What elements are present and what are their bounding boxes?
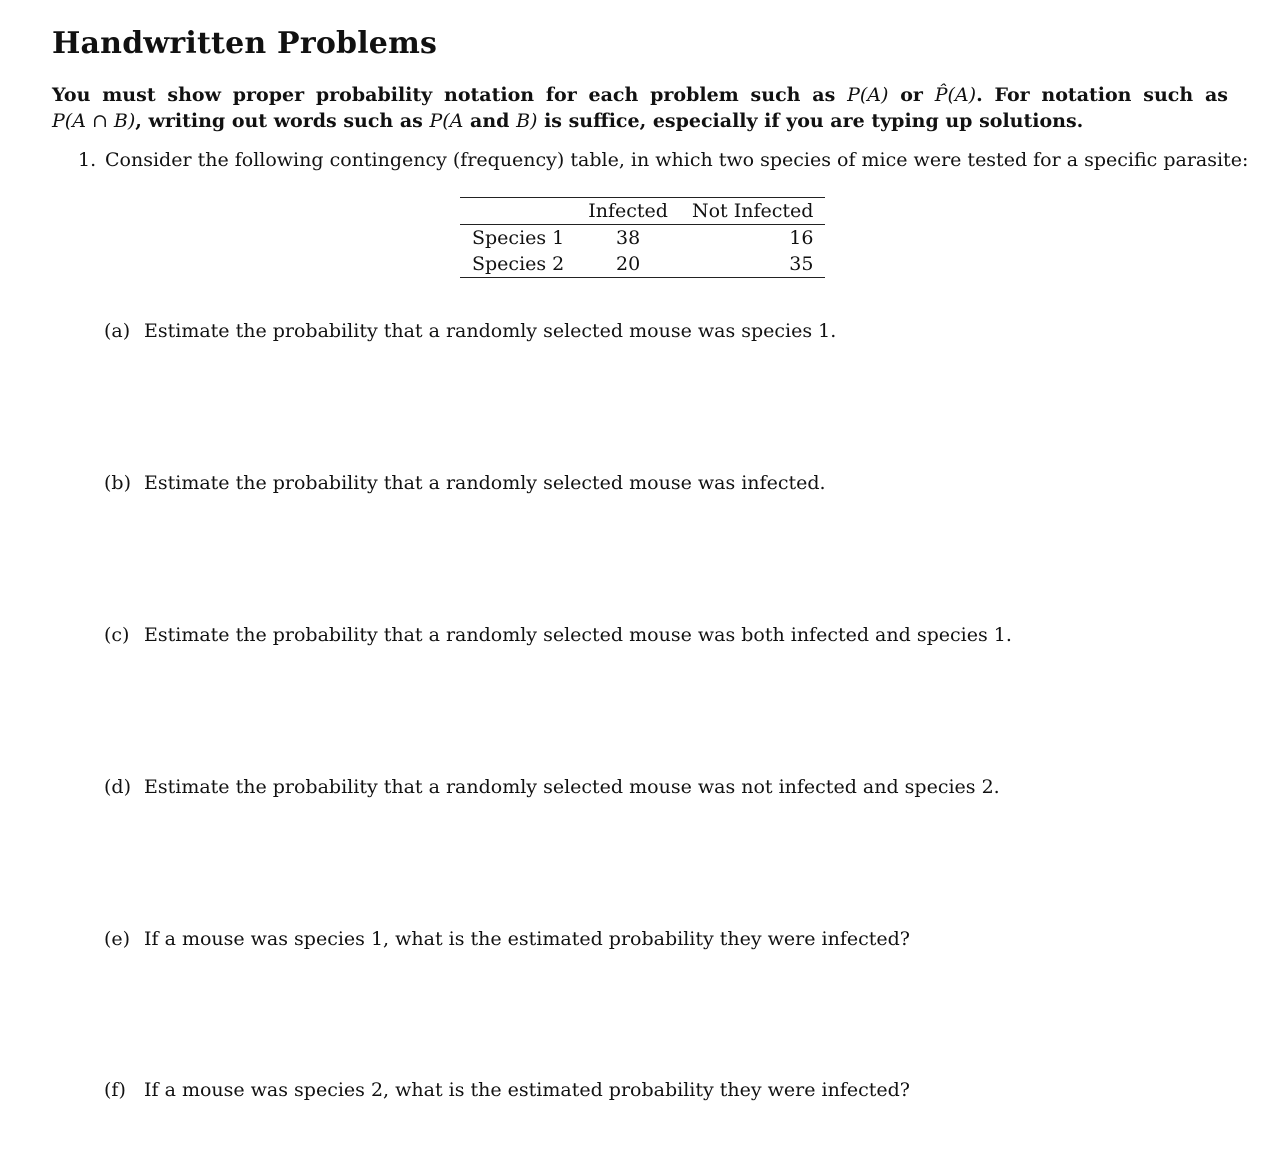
table-row bbox=[460, 225, 825, 252]
notation-p-a: P(A) bbox=[847, 84, 889, 106]
table-header-cell bbox=[460, 198, 576, 225]
instructions-text: is suffice, especially if you are typing up solutions. bbox=[544, 110, 1084, 132]
table-cell: 35 bbox=[789, 253, 814, 275]
instructions-text: . For notation such as bbox=[976, 84, 1228, 106]
subquestion-text: If a mouse was species 1, what is the estimated probability they were infected? bbox=[144, 928, 910, 950]
subquestion-label: (e) bbox=[104, 928, 131, 950]
instructions-text: You must show proper probability notation for each problem such as bbox=[52, 84, 836, 106]
notation-intersection: P(A ∩ B) bbox=[52, 110, 136, 132]
contingency-table bbox=[460, 197, 825, 278]
instructions-line-2 bbox=[52, 110, 1228, 132]
table-cell: 38 bbox=[616, 227, 641, 249]
page-title: Handwritten Problems bbox=[52, 26, 438, 61]
subquestion-text: Estimate the probability that a randomly selected mouse was both infected and species 1. bbox=[144, 624, 1012, 646]
notation-a-and-b-start: P(A bbox=[429, 110, 464, 132]
subquestion-label: (b) bbox=[104, 472, 131, 494]
problem-text: Consider the following contingency (frequency) table, in which two species of mice were tested for a specific parasite: bbox=[105, 149, 1249, 171]
instructions-text: , writing out words such as bbox=[135, 110, 423, 132]
subquestion-c bbox=[104, 624, 1012, 646]
subquestion-label: (f) bbox=[104, 1079, 126, 1101]
table-row-label: Species 2 bbox=[472, 253, 565, 275]
subquestion-e bbox=[104, 928, 910, 950]
notation-p-hat-a: P̂(A) bbox=[934, 84, 977, 106]
table-cell: 16 bbox=[789, 227, 814, 249]
problem-number: 1. bbox=[78, 149, 97, 171]
subquestion-d bbox=[104, 776, 1000, 798]
subquestion-text: Estimate the probability that a randomly selected mouse was species 1. bbox=[144, 320, 837, 342]
problem-1 bbox=[78, 149, 1248, 171]
table-header-cell: Not Infected bbox=[680, 198, 825, 225]
subquestion-text: Estimate the probability that a randomly selected mouse was infected. bbox=[144, 472, 826, 494]
table-row-label: Species 1 bbox=[472, 227, 565, 249]
subquestion-text: If a mouse was species 2, what is the estimated probability they were infected? bbox=[144, 1079, 910, 1101]
subquestion-label: (d) bbox=[104, 776, 131, 798]
subquestion-f bbox=[104, 1079, 910, 1101]
instructions-or: or bbox=[900, 84, 923, 106]
notation-and-word: and bbox=[470, 110, 510, 132]
table-cell: 20 bbox=[616, 253, 641, 275]
instructions-line-1 bbox=[52, 84, 1228, 106]
subquestion-text: Estimate the probability that a randomly selected mouse was not infected and species 2. bbox=[144, 776, 1000, 798]
subquestion-label: (c) bbox=[104, 624, 130, 646]
table-header-cell: Infected bbox=[576, 198, 680, 225]
subquestion-b bbox=[104, 472, 826, 494]
subquestion-a bbox=[104, 320, 836, 342]
table-row bbox=[460, 251, 825, 278]
notation-a-and-b-end: B) bbox=[516, 110, 538, 132]
subquestion-label: (a) bbox=[104, 320, 131, 342]
table-header-row bbox=[460, 198, 825, 225]
